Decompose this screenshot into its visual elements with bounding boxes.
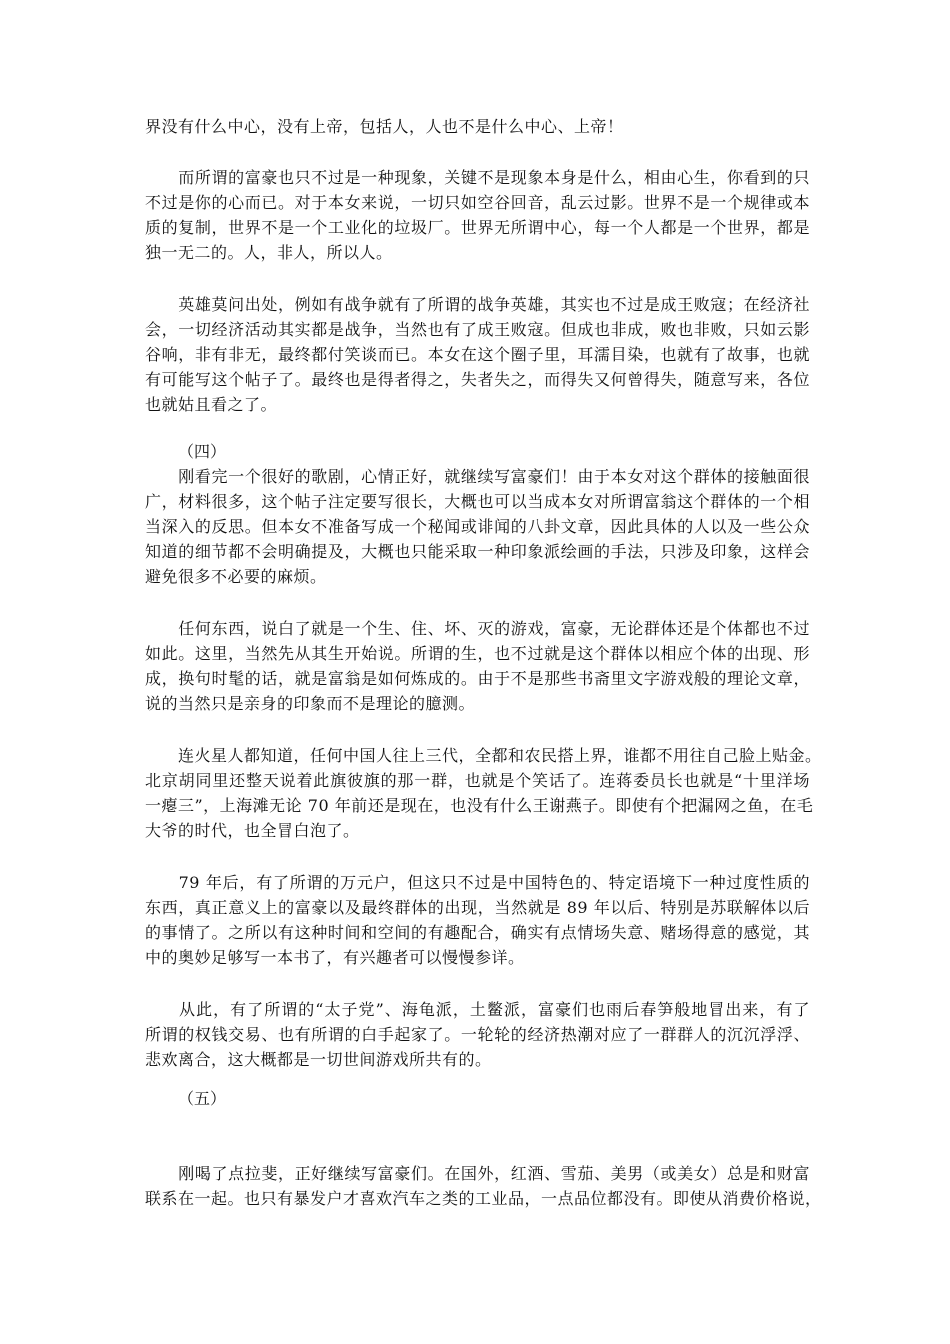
text-line: 说的当然只是亲身的印象而不是理论的臆测。 (145, 694, 476, 713)
text-line: 会，一切经济活动其实都是战争，当然也有了成王败寇。但成也非成，败也非败，只如云影 (145, 320, 810, 339)
text-line: 独一无二的。人，非人，所以人。 (145, 243, 393, 262)
text-line: 连火星人都知道，任何中国人往上三代，全都和农民搭上界，谁都不用往自己脸上贴金。 (145, 746, 822, 765)
text-line: 成，换句时髦的话，就是富翁是如何炼成的。由于不是那些书斋里文字游戏般的理论文章， (145, 669, 810, 688)
text-line: 东西，真正意义上的富豪以及最终群体的出现，当然就是 89 年以后、特别是苏联解体以后 (145, 898, 810, 917)
text-line: 刚看完一个很好的歌剧，心情正好，就继续写富豪们！由于本女对这个群体的接触面很 (145, 467, 810, 486)
text-line: 大爷的时代，也全冒白泡了。 (145, 821, 360, 840)
text-line: 避免很多不必要的麻烦。 (145, 567, 327, 586)
text-line: 所谓的权钱交易、也有所谓的白手起家了。一轮轮的经济热潮对应了一群群人的沉沉浮浮、 (145, 1025, 810, 1044)
text-line: 中的奥妙足够写一本书了，有兴趣者可以慢慢参详。 (145, 948, 525, 967)
text-line: 也就姑且看之了。 (145, 395, 278, 414)
text-line: 联系在一起。也只有暴发户才喜欢汽车之类的工业品，一点品位都没有。即使从消费价格说， (145, 1189, 822, 1208)
text-line: 的事情了。之所以有这种时间和空间的有趣配合，确实有点情场失意、赌场得意的感觉，其 (145, 923, 810, 942)
text-line: 而所谓的富豪也只不过是一种现象，关键不是现象本身是什么，相由心生，你看到的只 (145, 168, 810, 187)
text-line: 质的复制，世界不是一个工业化的垃圾厂。世界无所谓中心，每一个人都是一个世界，都是 (145, 218, 810, 237)
text-line: 一瘪三”，上海滩无论 70 年前还是现在，也没有什么王谢燕子。即使有个把漏网之鱼，在毛 (145, 796, 814, 815)
text-line: 北京胡同里还整天说着此旗彼旗的那一群，也就是个笑话了。连蒋委员长也就是“十里洋场 (145, 771, 810, 790)
text-line: 当深入的反思。但本女不准备写成一个秘闻或诽闻的八卦文章，因此具体的人以及一些公众 (145, 517, 810, 536)
text-line: 知道的细节都不会明确提及，大概也只能采取一种印象派绘画的手法，只涉及印象，这样会 (145, 542, 810, 561)
text-line: 广，材料很多，这个帖子注定要写很长，大概也可以当成本女对所谓富翁这个群体的一个相 (145, 492, 810, 511)
section-heading: （四） (178, 442, 227, 461)
text-line: 如此。这里，当然先从其生开始说。所谓的生，也不过就是这个群体以相应个体的出现、形 (145, 644, 810, 663)
text-line: 界没有什么中心，没有上帝，包括人，人也不是什么中心、上帝！ (145, 117, 624, 136)
text-line: 有可能写这个帖子了。最终也是得者得之，失者失之，而得失又何曾得失，随意写来，各位 (145, 370, 810, 389)
section-heading: （五） (178, 1089, 227, 1108)
text-line: 英雄莫问出处，例如有战争就有了所谓的战争英雄，其实也不过是成王败寇；在经济社 (145, 295, 810, 314)
text-line: 刚喝了点拉斐，正好继续写富豪们。在国外，红酒、雪茄、美男（或美女）总是和财富 (145, 1164, 810, 1183)
text-line: 79 年后，有了所谓的万元户，但这只不过是中国特色的、特定语境下一种过度性质的 (145, 873, 810, 892)
text-line: 从此，有了所谓的“太子党”、海龟派，土鳖派，富豪们也雨后春笋般地冒出来，有了 (145, 1000, 810, 1019)
text-line: 不过是你的心而已。对于本女来说，一切只如空谷回音，乱云过影。世界不是一个规律或本 (145, 193, 810, 212)
text-line: 谷响，非有非无，最终都付笑谈而已。本女在这个圈子里，耳濡目染，也就有了故事，也就 (145, 345, 810, 364)
text-line: 任何东西，说白了就是一个生、住、坏、灭的游戏，富豪，无论群体还是个体都也不过 (145, 619, 810, 638)
text-line: 悲欢离合，这大概都是一切世间游戏所共有的。 (145, 1050, 492, 1069)
